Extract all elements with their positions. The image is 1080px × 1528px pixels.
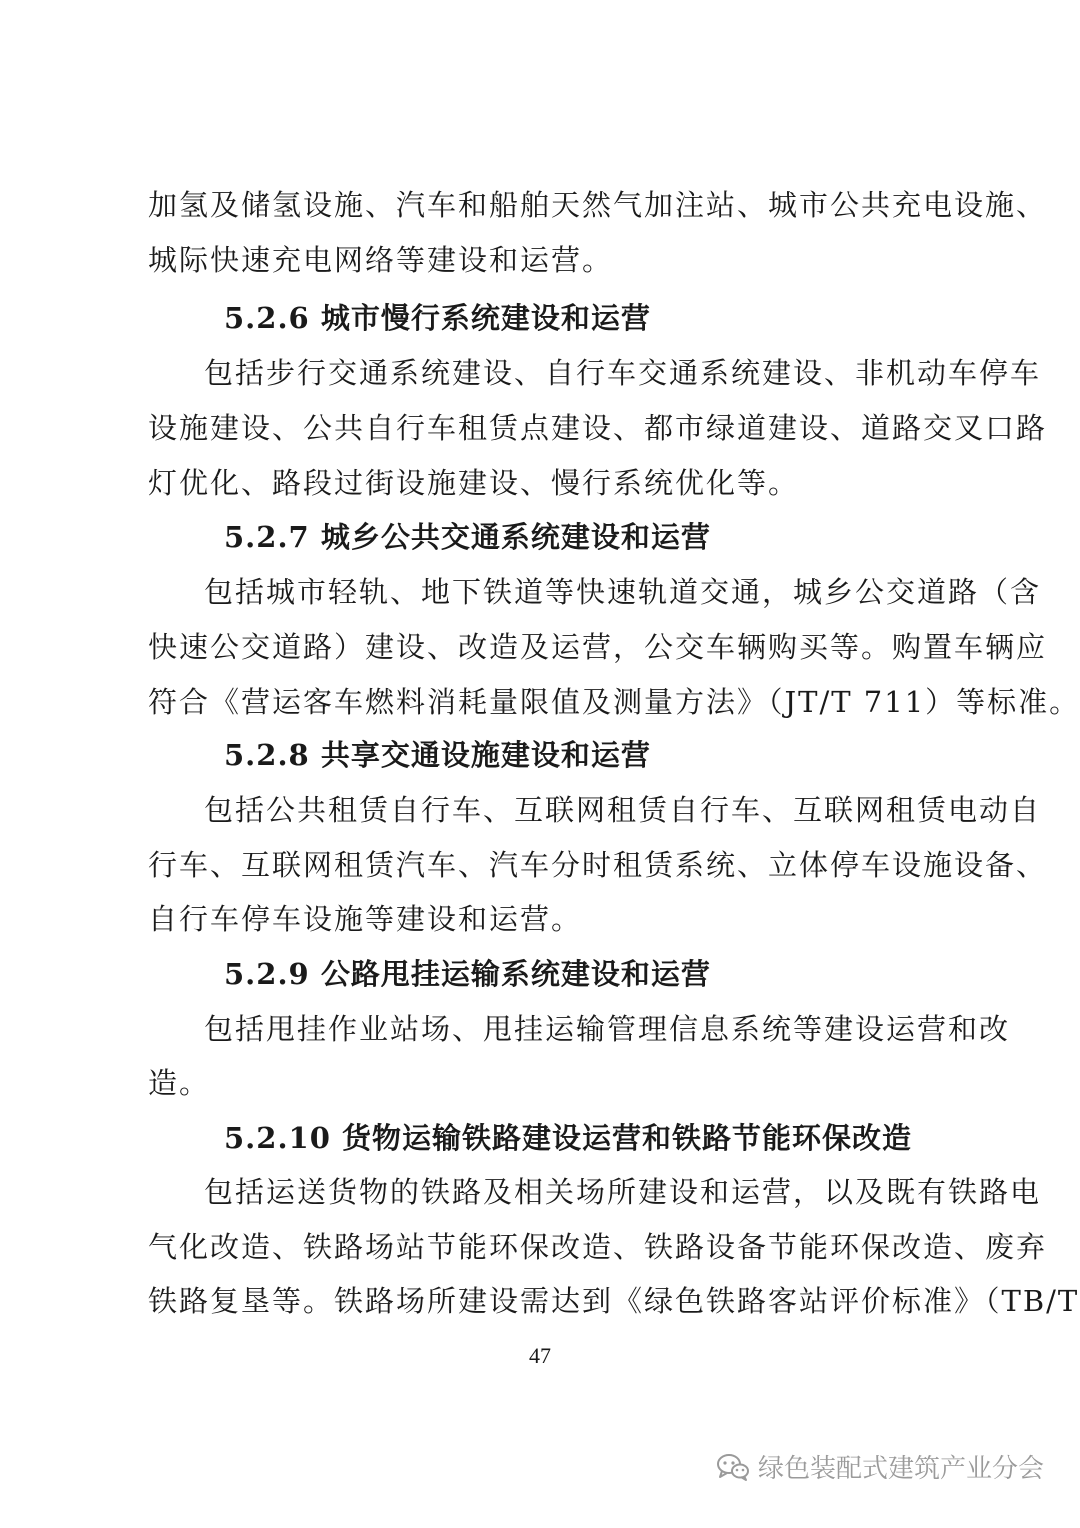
body-line-9: 包括公共租赁自行车、互联网租赁自行车、互联网租赁电动自 xyxy=(204,793,1042,827)
section-heading-5-2-6: 5.2.6 城市慢行系统建设和运营 xyxy=(224,301,651,335)
body-line-5: 灯优化、路段过街设施建设、慢行系统优化等。 xyxy=(148,466,800,500)
body-line-1: 加氢及储氢设施、汽车和船舶天然气加注站、城市公共充电设施、 xyxy=(148,188,1048,222)
body-line-12: 包括甩挂作业站场、甩挂运输管理信息系统等建设运营和改 xyxy=(204,1012,1011,1046)
body-line-8: 符合《营运客车燃料消耗量限值及测量方法》（JT/T 711）等标准。 xyxy=(148,685,1080,719)
watermark xyxy=(716,1448,1044,1485)
body-line-7: 快速公交道路）建设、改造及运营，公交车辆购买等。购置车辆应 xyxy=(148,630,1048,664)
section-heading-5-2-10: 5.2.10 货物运输铁路建设运营和铁路节能环保改造 xyxy=(224,1121,913,1155)
section-heading-5-2-7: 5.2.7 城乡公共交通系统建设和运营 xyxy=(224,520,711,554)
body-line-10: 行车、互联网租赁汽车、汽车分时租赁系统、立体停车设施设备、 xyxy=(148,848,1048,882)
page-number: 47 xyxy=(529,1343,551,1368)
body-line-15: 气化改造、铁路场站节能环保改造、铁路设备节能环保改造、废弃 xyxy=(148,1230,1048,1264)
wechat-icon xyxy=(716,1452,750,1482)
section-heading-5-2-9: 5.2.9 公路甩挂运输系统建设和运营 xyxy=(224,957,711,991)
body-line-11: 自行车停车设施等建设和运营。 xyxy=(148,902,583,936)
body-line-14: 包括运送货物的铁路及相关场所建设和运营，以及既有铁路电 xyxy=(204,1175,1042,1209)
body-line-13: 造。 xyxy=(148,1066,211,1100)
body-line-2: 城际快速充电网络等建设和运营。 xyxy=(148,243,614,277)
body-line-6: 包括城市轻轨、地下铁道等快速轨道交通，城乡公交道路（含 xyxy=(204,575,1042,609)
body-line-4: 设施建设、公共自行车租赁点建设、都市绿道建设、道路交叉口路 xyxy=(148,411,1048,445)
watermark-text: 绿色装配式建筑产业分会 xyxy=(758,1454,1045,1484)
body-line-3: 包括步行交通系统建设、自行车交通系统建设、非机动车停车 xyxy=(204,356,1042,390)
section-heading-5-2-8: 5.2.8 共享交通设施建设和运营 xyxy=(224,738,651,772)
body-line-16: 铁路复垦等。铁路场所建设需达到《绿色铁路客站评价标准》（TB/T xyxy=(148,1284,1080,1318)
